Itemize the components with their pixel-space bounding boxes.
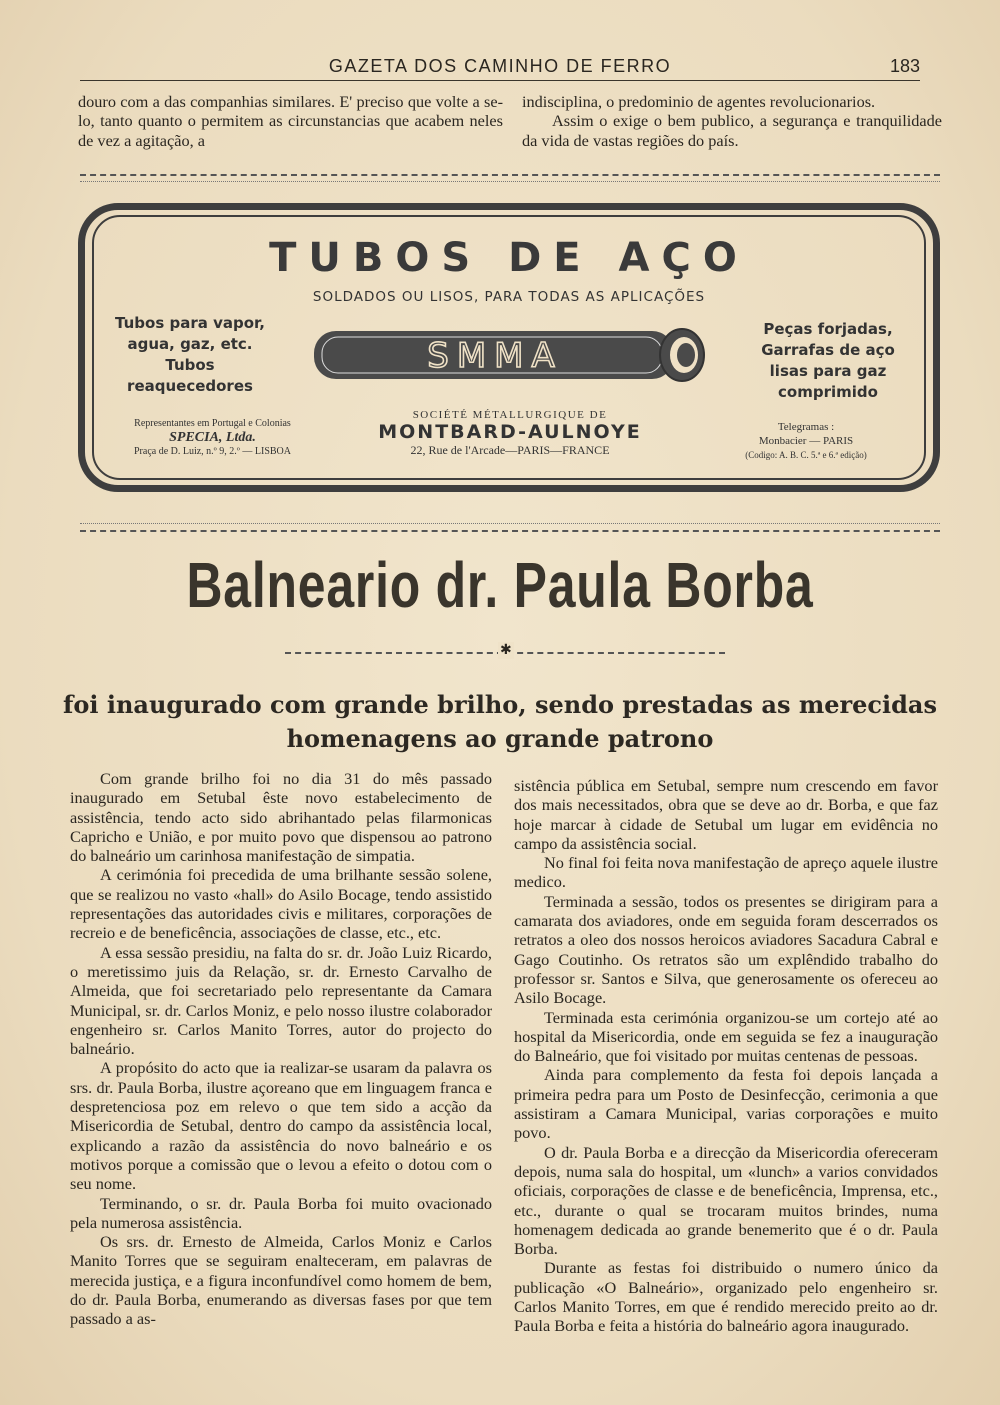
ad-representatives [110, 417, 315, 459]
publication-title: GAZETA DOS CAMINHO DE FERRO [328, 56, 672, 76]
ad-telegrams [706, 420, 906, 462]
paragraph: Ainda para complemento da festa foi depois lançada a primeira pedra para um Posto de Desinfecção, cerimonia a que assistiram a Camara Municipal, varias corporações e muito povo. [514, 1065, 938, 1143]
divider [80, 523, 940, 524]
paragraph: Durante as festas foi distribuido o numero único da publicação «O Balneário», organizado pelo engenheiro sr. Carlos Manito Torres, em que é rendido merecido preito ao dr. Paula Borba e feita a história do balneário agora inaugurado. [514, 1258, 938, 1336]
article-right-column [514, 776, 938, 1336]
ad-subheadline: SOLDADOS OU LISOS, PARA TODAS AS APLICAÇÕES [312, 289, 706, 305]
tel-label: Telegramas : [777, 421, 835, 433]
page-header [80, 54, 920, 81]
separator-star: ✱ [500, 643, 512, 658]
ad-left-line: reaquecedores [127, 377, 253, 395]
paragraph: Terminada a sessão, todos os presentes se dirigiram para a camarata dos aviadores, onde em seguida foram descerrados os retratos a oleo dos nossos heroicos aviadores Sacadura Cabral e Gago Coutinho. Os retratos são um explêndido trabalho do professor sr. Santos e Silva, que generosamente os ofereceu ao Asilo Bocage. [514, 891, 938, 1008]
article-title: Balneario dr. Paula Borba [186, 549, 814, 621]
ad-company [340, 409, 680, 458]
paragraph: Os srs. dr. Ernesto de Almeida, Carlos Moniz e Carlos Manito Torres que se seguiram enalteceram, em palavras de merecida justiça, e a figura inconfundível como homem de bem, do dr. Paula Borba, enumerando as diversas fases por que tem passado a as- [70, 1232, 492, 1329]
paragraph: A propósito do acto que ia realizar-se usaram da palavra os srs. dr. Paula Borba, ilustre açoreano que em linguagem franca e despretenciosa poz em relevo o que tem sido a acção da Misericordia de Setubal, dentro do campo da assistência local, explicando a razão da assistência do novo balneário e os motivos porque a comissão que o levou a efeito o dotou com o seu nome. [70, 1058, 492, 1194]
ad-right-line: comprimido [778, 383, 878, 401]
ad-left-line: agua, gaz, etc. [127, 335, 253, 353]
top-left-column [78, 92, 503, 150]
ad-right-line: Garrafas de aço [761, 341, 895, 359]
paragraph: A cerimónia foi precedida de uma brilhante sessão solene, que se realizou no vasto «hall» do Asilo Bocage, tendo assistido representações das autoridades civis e militares, corporações de recreio e de beneficência, associações de classe, etc., etc. [70, 865, 492, 943]
paragraph: O dr. Paula Borba e a direcção da Misericordia ofereceram depois, numa sala do hospital, um «lunch» a varios convidados oficiais, corporações de classe e de beneficência, Imprensa, etc., etc., durante o qual se trocaram muitos brindes, numa homenagem dedicada ao grande benemerito que é o dr. Paula Borba. [514, 1142, 938, 1259]
ad-left-text [110, 313, 270, 397]
ad-right-line: lisas para gaz [769, 362, 887, 380]
paragraph: sistência pública em Setubal, sempre num crescendo em favor dos mais necessitados, obra que se deve ao dr. Borba, e que faz hoje marcar à cidade de Setubal um lugar em evidência no campo da assistência social. [514, 776, 938, 853]
tel-code: (Codigo: A. B. C. 5.ª e 6.ª edição) [745, 450, 867, 460]
page-number: 183 [889, 56, 920, 76]
top-right-column [522, 92, 942, 150]
rep-address: Praça de D. Luiz, n.º 9, 2.º — LISBOA [133, 446, 291, 457]
steel-tube-illustration [310, 325, 710, 385]
company-line: SOCIÉTÉ MÉTALLURGIQUE DE [412, 409, 608, 421]
top-right-paragraph: Assim o exige o bem publico, a segurança e tranquilidade da vida de vastas regiões do país. [522, 111, 942, 150]
ad-left-line: Tubos [165, 356, 215, 374]
subtitle-line: homenagens ao grande patrono [286, 724, 714, 753]
ad-headline: TUBOS DE AÇO [269, 235, 749, 281]
company-address: 22, Rue de l'Arcade—PARIS—FRANCE [410, 443, 610, 457]
ad-right-text [753, 319, 903, 403]
article-left-column [70, 769, 492, 1329]
paragraph: No final foi feita nova manifestação de apreço aquele ilustre medico. [514, 853, 938, 892]
paragraph: Terminada esta cerimónia organizou-se um cortejo até ao hospital da Misericordia, onde em seguida se fez a inauguração do Balneário, que foi visitado por muitas centenas de pessoas. [514, 1007, 938, 1066]
ad-right-line: Peças forjadas, [763, 320, 893, 338]
tel-value: Monbacier — PARIS [758, 435, 854, 447]
paragraph: A essa sessão presidiu, na falta do sr. dr. João Luiz Ricardo, o meretissimo juis da Relação, sr. dr. Ernesto Carvalho de Almeida, que foi secretariado pelo representante da Camara Municipal, sr. dr. Carlos Moniz, e pelo nosso ilustre colaborador engenheiro sr. Carlos Manito Torres, autor do projecto do balneário. [70, 942, 492, 1059]
paragraph: Com grande brilho foi no dia 31 do mês passado inaugurado em Setubal êste novo estabelecimento de assistência, tendo acto sido abrihantado pelas filarmonicas Capricho e União, e por muito povo que dispensou ao patrono do balneário um carinhosa manifestação de simpatia. [70, 769, 492, 866]
ad-left-line: Tubos para vapor, [115, 314, 265, 332]
brand-text: SMMA [427, 336, 563, 376]
company-name: MONTBARD-AULNOYE [378, 421, 642, 443]
divider [80, 181, 940, 182]
advertisement [70, 195, 948, 500]
rep-label: Representantes em Portugal e Colonias [134, 418, 291, 429]
top-left-paragraph: douro com a das companhias similares. E' preciso que volte a se-lo, tanto quanto o permitem as circunstancias que acabem neles de vez a agitação, a [78, 92, 503, 150]
article-subtitle [60, 688, 940, 756]
divider [80, 530, 940, 532]
subtitle-line: foi inaugurado com grande brilho, sendo prestadas as merecidas [63, 690, 937, 719]
paragraph: Terminando, o sr. dr. Paula Borba foi muito ovacionado pela numerosa assistência. [70, 1193, 492, 1232]
top-right-paragraph: indisciplina, o predominio de agentes revolucionarios. [522, 92, 876, 111]
rep-name: SPECIA, Ltda. [169, 430, 256, 445]
divider [80, 174, 940, 176]
